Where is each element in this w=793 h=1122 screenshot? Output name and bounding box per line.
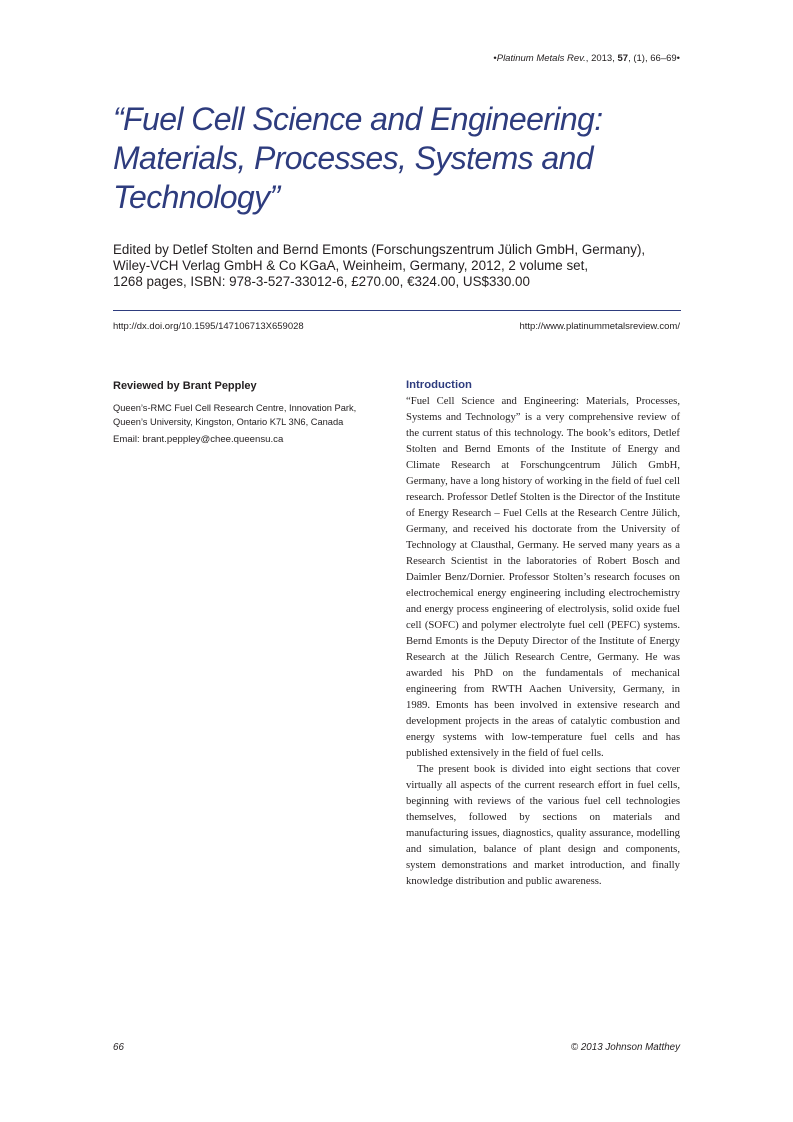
body-paragraph: The present book is divided into eight sections that cover virtually all aspects of the current research effort in fuel cells, beginning with reviews of the various fuel cell technologies themselves, followed by sections on materials and manufacturing issues, diagnostics, quality assurance, modelling and simulation, balance of plant design and components, system demonstrations and market introduction, and finally knowledge distribution and public awareness. — [406, 763, 680, 887]
doi-link[interactable]: http://dx.doi.org/10.1595/147106713X659028 — [113, 321, 304, 332]
journal-url-link[interactable]: http://www.platinummetalsreview.com/ — [519, 321, 680, 332]
journal-year: , 2013, — [585, 53, 618, 64]
bib-line: Wiley-VCH Verlag GmbH & Co KGaA, Weinheim, Germany, 2012, 2 volume set, — [113, 258, 589, 274]
reviewer-affiliation — [113, 402, 383, 429]
reviewer-name: Reviewed by Brant Peppley — [113, 380, 257, 392]
affiliation-line: Queen’s University, Kingston, Ontario K7L 3N6, Canada — [113, 416, 344, 427]
journal-issue-pages: , (1), 66–69 — [628, 53, 677, 64]
reviewer-email[interactable]: Email: brant.peppley@chee.queensu.ca — [113, 434, 284, 445]
body-paragraph: “Fuel Cell Science and Engineering: Materials, Processes, Systems and Technology” is a very comprehensive review of the current status of this technology. The book’s editors, Detlef Stolten and Bernd Emonts of the Institute of Energy and Climate Research at Forschungcentrum Jülich GmbH, Germany, have a long history of working in the field of fuel cell research. Professor Detlef Stolten is the Director of the Institute of Energy Research – Fuel Cells at the Research Centre Jülich, Germany, and received his doctorate from the University of Technology at Clausthal, Germany. He served many years as a Research Scientist in the laboratories of Robert Bosch and Daimler Benz/Dornier. Professor Stolten’s research focuses on electrochemical energy engineering including electrochemistry and energy process engineering of electrolysis, solid oxide fuel cell (SOFC) and polymer electrolyte fuel cell (PEFC) systems. Bernd Emonts is the Deputy Director of the Institute of Energy Research at the Jülich Research Centre, Germany. He was awarded his PhD on the fundamentals of mechanical engineering from RWTH Aachen University, Germany, in 1989. Emonts has been involved in extensive research and development projects in the areas of catalytic combustion and energy systems with low-temperature fuel cells and has published extensively in the field of fuel cells. — [406, 395, 680, 759]
article-title: “Fuel Cell Science and Engineering: Materials, Processes, Systems and Technology” — [113, 101, 603, 215]
bib-line: 1268 pages, ISBN: 978-3-527-33012-6, £270.00, €324.00, US$330.00 — [113, 274, 530, 290]
bib-line: Edited by Detlef Stolten and Bernd Emonts (Forschungszentrum Jülich GmbH, Germany), — [113, 242, 646, 257]
section-heading: Introduction — [406, 379, 472, 391]
header-divider — [113, 310, 681, 311]
copyright-notice: © 2013 Johnson Matthey — [570, 1042, 680, 1053]
reviewer-block — [113, 379, 383, 446]
journal-citation — [493, 53, 680, 64]
affiliation-line: Queen’s-RMC Fuel Cell Research Centre, Innovation Park, — [113, 403, 357, 413]
journal-name: Platinum Metals Rev. — [496, 53, 586, 64]
bibliographic-info — [113, 242, 693, 291]
bullet-left: • — [493, 53, 497, 64]
journal-volume: 57 — [617, 53, 629, 64]
bullet-right: • — [676, 53, 680, 64]
body-column — [406, 378, 680, 889]
page-number: 66 — [113, 1042, 124, 1053]
